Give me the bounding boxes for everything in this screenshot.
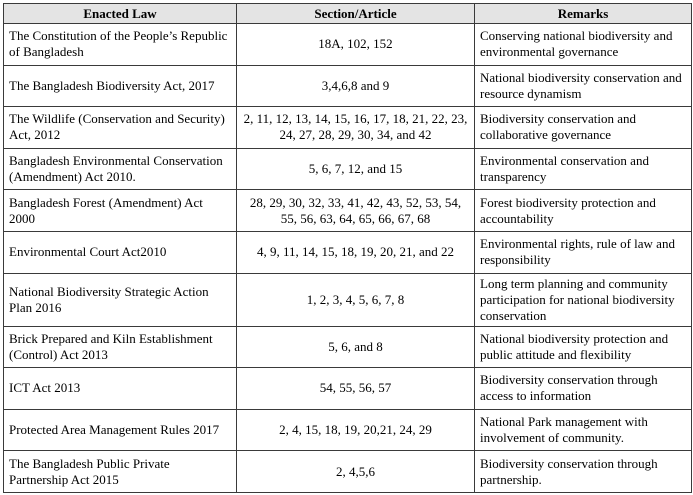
section-cell: 2, 11, 12, 13, 14, 15, 16, 17, 18, 21, 22, 23, 24, 27, 28, 29, 30, 34, and 42	[237, 107, 475, 149]
table-row	[4, 107, 692, 149]
law-cell: Bangladesh Environmental Conservation (Amendment) Act 2010.	[4, 148, 237, 190]
table-row	[4, 451, 692, 493]
section-cell: 2, 4, 15, 18, 19, 20,21, 24, 29	[237, 409, 475, 451]
section-cell: 1, 2, 3, 4, 5, 6, 7, 8	[237, 273, 475, 326]
section-cell: 54, 55, 56, 57	[237, 368, 475, 410]
law-cell: National Biodiversity Strategic Action Plan 2016	[4, 273, 237, 326]
section-cell: 18A, 102, 152	[237, 24, 475, 66]
law-cell: Brick Prepared and Kiln Establishment (Control) Act 2013	[4, 326, 237, 368]
law-cell: Protected Area Management Rules 2017	[4, 409, 237, 451]
law-cell: ICT Act 2013	[4, 368, 237, 410]
remarks-cell: Biodiversity conservation and collaborative governance	[475, 107, 692, 149]
remarks-cell: National biodiversity conservation and resource dynamism	[475, 65, 692, 107]
section-cell: 5, 6, and 8	[237, 326, 475, 368]
section-cell: 28, 29, 30, 32, 33, 41, 42, 43, 52, 53, 54, 55, 56, 63, 64, 65, 66, 67, 68	[237, 190, 475, 232]
law-cell: The Bangladesh Biodiversity Act, 2017	[4, 65, 237, 107]
table-row	[4, 368, 692, 410]
header-row	[4, 4, 692, 24]
table-row	[4, 326, 692, 368]
remarks-cell: National biodiversity protection and public attitude and flexibility	[475, 326, 692, 368]
section-cell: 3,4,6,8 and 9	[237, 65, 475, 107]
enacted-laws-table	[3, 3, 692, 493]
law-cell: The Bangladesh Public Private Partnership Act 2015	[4, 451, 237, 493]
law-cell: Bangladesh Forest (Amendment) Act 2000	[4, 190, 237, 232]
remarks-cell: Biodiversity conservation through partnership.	[475, 451, 692, 493]
section-cell: 5, 6, 7, 12, and 15	[237, 148, 475, 190]
law-cell: The Constitution of the People’s Republic of Bangladesh	[4, 24, 237, 66]
law-cell: The Wildlife (Conservation and Security) Act, 2012	[4, 107, 237, 149]
section-cell: 2, 4,5,6	[237, 451, 475, 493]
remarks-cell: Environmental rights, rule of law and responsibility	[475, 231, 692, 273]
remarks-cell: Conserving national biodiversity and environmental governance	[475, 24, 692, 66]
section-cell: 4, 9, 11, 14, 15, 18, 19, 20, 21, and 22	[237, 231, 475, 273]
table-row	[4, 273, 692, 326]
remarks-cell: Forest biodiversity protection and accountability	[475, 190, 692, 232]
header-enacted-law: Enacted Law	[4, 4, 237, 24]
law-cell: Environmental Court Act2010	[4, 231, 237, 273]
table-row	[4, 409, 692, 451]
table-row	[4, 65, 692, 107]
table-row	[4, 190, 692, 232]
table-row	[4, 148, 692, 190]
header-remarks: Remarks	[475, 4, 692, 24]
remarks-cell: Long term planning and community participation for national biodiversity conservation	[475, 273, 692, 326]
remarks-cell: Biodiversity conservation through access to information	[475, 368, 692, 410]
table-row	[4, 231, 692, 273]
remarks-cell: Environmental conservation and transparency	[475, 148, 692, 190]
table-row	[4, 24, 692, 66]
header-section-article: Section/Article	[237, 4, 475, 24]
remarks-cell: National Park management with involvement of community.	[475, 409, 692, 451]
